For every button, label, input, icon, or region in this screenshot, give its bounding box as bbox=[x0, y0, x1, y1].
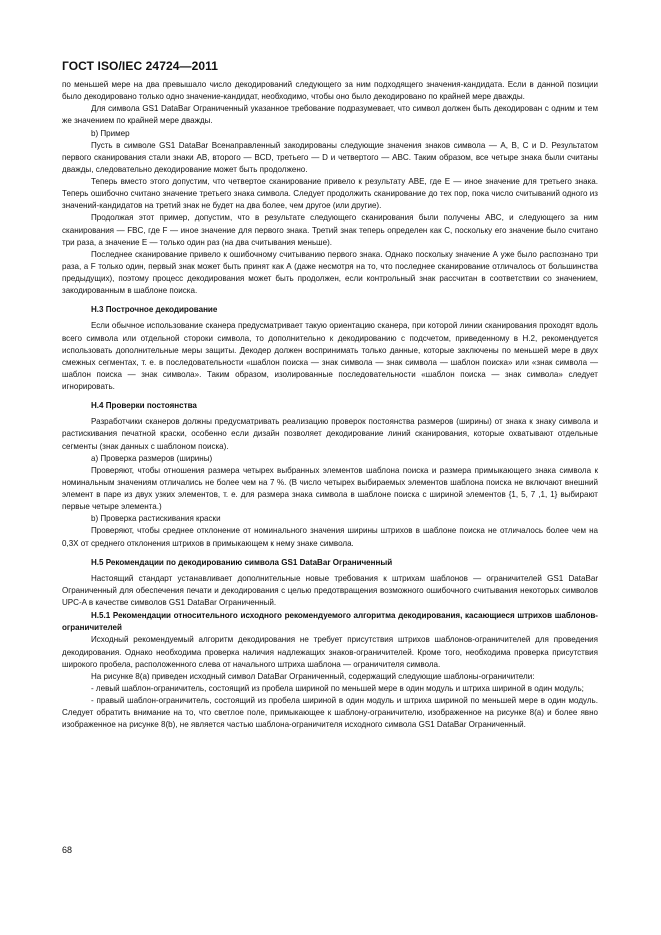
section-heading-h4: Н.4 Проверки постоянства bbox=[91, 401, 197, 411]
section-heading-h5-1: Н.5.1 Рекомендации относительного исходного рекомендуемого алгоритма декодирования, касающиеся штрихов шаблонов-ограничителей bbox=[62, 611, 598, 633]
paragraph: Проверяют, чтобы среднее отклонение от номинального значения ширины штрихов в шаблоне поиска не отличалось более чем на 0,3Х от среднего отклонения штрихов в примыкающем к нему знаке символа. bbox=[62, 526, 598, 548]
paragraph: Теперь вместо этого допустим, что четвертое сканирование привело к результату АВЕ, где Е — иное значение для третьего знака. Теперь ошибочно считано значение третьего знака символа. Следует продолжить сканирование до тех пор, пока число считываний одного из значений-кандидатов на третий знак не будет на два более, чем другое (или другие). bbox=[62, 177, 598, 211]
list-item: - правый шаблон-ограничитель, состоящий из пробела шириной в один модуль и штриха шириной по меньшей мере в один модуль. Следует обратить внимание на то, что светлое поле, примыкающее к шаблону-ограничителю, изображенное на рисунке 8(a) и более явно изображенное на рисунке 8(b), не является частью шаблона-ограничителя исходного символа GS1 DataBar Ограниченный. bbox=[62, 696, 598, 730]
list-item-label: b) Пример bbox=[91, 128, 130, 138]
paragraph: Исходный рекомендуемый алгоритм декодирования не требует присутствия штрихов шаблонов-ограничителей для проведения декодирования. Однако необходима проверка наличия надлежащих знаков-ограничителей. Кроме того, необходима проверка присутствия широкого пробела, расположенного слева от начального штриха шаблона — ограничителя символа. bbox=[62, 635, 598, 669]
paragraph: Пусть в символе GS1 DataBar Всенаправленный закодированы следующие значения знаков символа — А, В, С и D. Результатом первого сканирования стали знаки АВ, второго — BCD, третьего — D и четвертого — ABC. Таким образом, все четыре знака были считаны дважды, следовательно декодирование может быть продолжено. bbox=[62, 140, 598, 174]
page-number: 68 bbox=[62, 845, 73, 855]
paragraph: Если обычное использование сканера предусматривает такую ориентацию сканера, при которой линии сканирования проходят вдоль всего символа или отдельной стороки символа, то дополнительно к декодированию с подсчетом, приведенному в Н.2, рекомендуется использовать дополнительные меры защиты. Декодер должен воспринимать только данные, которые заключены по меньшей мере в двух смежных сегментах, т. е. в последовательности «шаблон поиска — знак символа — знак символа — шаблон поиска» или «знак символа — шаблон поиска — знак символа». Таким образом, изолированные последовательности «шаблон поиска — знак символа» следует игнорировать. bbox=[62, 321, 598, 391]
document-body bbox=[62, 79, 598, 731]
list-item: - левый шаблон-ограничитель, состоящий из пробела шириной по меньшей мере в один модуль и штриха шириной в один модуль; bbox=[91, 683, 584, 693]
paragraph: Последнее сканирование привело к ошибочному считыванию первого знака. Однако поскольку значение А уже было распознано три раза, a F только один, первый знак может быть принят как А (даже несмотря на то, что последнее сканирование отличалось от большинства предыдущих), поэтому процесс декодирования может быть продолжен, если контрольный знак рассчитан в соответствии со значением, закодированным в шаблоне поиска. bbox=[62, 249, 598, 296]
list-item-label: b) Проверка растискивания краски bbox=[91, 514, 221, 524]
paragraph: по меньшей мере на два превышало число декодирований следующего за ним подходящего значения-кандидата. Если в данной позиции было декодировано только одно значение-кандидат, необходимо, чтобы оно было декодировано по крайней мере дважды. bbox=[62, 80, 598, 102]
paragraph: Разработчики сканеров должны предусматривать реализацию проверок постоянства размеров (ширины) от знака к знаку символа и растискивания печатной краски, особенно если дизайн позволяет декодирование линий сканирования, которые охватывают отдельные сегменты (знак данных с шаблоном поиска). bbox=[62, 417, 598, 451]
section-heading-h5: Н.5 Рекомендации по декодированию символа GS1 DataBar Ограниченный bbox=[91, 557, 393, 567]
paragraph: Продолжая этот пример, допустим, что в результате следующего сканирования были получены ABC, и следующего за ним сканирования — FBC, где F — иное значение для первого знака. Третий знак теперь определен как С, поскольку его значение было считано три раза, а значение Е — только один раз (на два считывания меньше). bbox=[62, 213, 598, 247]
paragraph: На рисунке 8(a) приведен исходный символ DataBar Ограниченный, содержащий следующие шаблоны-ограничители: bbox=[91, 671, 535, 681]
paragraph: Для символа GS1 DataBar Ограниченный указанное требование подразумевает, что символ должен быть декодирован с одним и тем же значением по крайней мере дважды. bbox=[62, 104, 598, 126]
list-item-label: а) Проверка размеров (ширины) bbox=[91, 453, 213, 463]
section-heading-h3: Н.3 Построчное декодирование bbox=[91, 305, 218, 315]
document-header: ГОСТ ISO/IEC 24724—2011 bbox=[62, 59, 219, 73]
paragraph: Проверяют, чтобы отношения размера четырех выбранных элементов шаблона поиска и размера примыкающего знака символа к номинальным значениям отличались не более чем на 7 %. (В число четырех выбираемых элементов шаблона поиска не включают внешний элемент в паре из двух узких элементов, т. е. для размера знака символа в шаблоне поиска с шириной элементов {1, 5, 7 ,1, 1} выбирают первые четыре элемента.) bbox=[62, 465, 598, 512]
paragraph: Настоящий стандарт устанавливает дополнительные новые требования к штрихам шаблонов — ограничителей GS1 DataBar Ограниченный для обеспечения печати и декодирования с целью предотвращения возможного ошибочного считывания некоторых символов UPC-A в качестве символов GS1 DataBar Ограниченный. bbox=[62, 573, 598, 607]
